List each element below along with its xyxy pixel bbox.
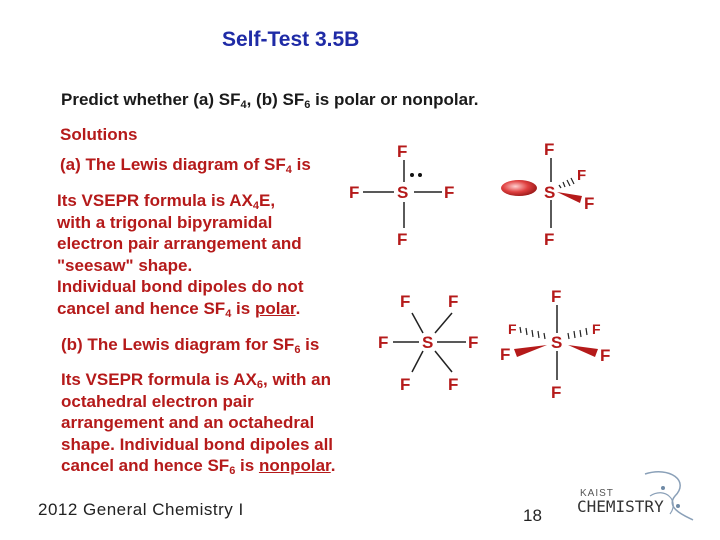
part-a-line-2: with a trigonal bipyramidal	[57, 212, 273, 232]
oct-fluorine-front-left: F	[500, 345, 511, 364]
hash-bond-left	[520, 327, 545, 339]
sf4-fluorine-right: F	[444, 183, 455, 202]
part-b-line-2: octahedral electron pair	[61, 391, 254, 411]
oct-fluorine-top: F	[551, 287, 562, 306]
part-b-intro-sub: 6	[294, 344, 301, 356]
question-sub1: 4	[240, 99, 247, 111]
sf6-fluorine-left: F	[378, 333, 389, 352]
sf4-lewis-diagram	[349, 142, 454, 249]
part-a-l6-pre: cancel and hence SF	[57, 298, 226, 318]
lone-pair-lobe	[501, 180, 537, 196]
part-a-l1-pre: Its VSEPR formula is AX	[57, 191, 253, 210]
part-a-l1-post: E,	[259, 191, 276, 210]
slide-title: Self-Test 3.5B	[222, 28, 360, 51]
sf6-fluorine-bottom-right: F	[448, 375, 459, 394]
oct-sulfur: S	[551, 333, 563, 352]
part-b-intro-pre: (b) The Lewis diagram for SF	[61, 335, 295, 354]
kaist-chemistry-logo	[575, 466, 695, 526]
part-b-l1-sub: 6	[256, 379, 263, 391]
part-b-l5-pre: cancel and hence SF	[61, 456, 230, 475]
nonpolar-keyword: nonpolar	[258, 456, 331, 475]
wedge-bond	[557, 192, 582, 203]
hash-bond	[559, 178, 574, 188]
wedge-bond-right	[568, 345, 598, 357]
lone-pair-dot	[418, 173, 422, 177]
wedge-bond-left	[514, 345, 547, 357]
part-a-line-4: "seesaw" shape.	[57, 255, 193, 275]
oct-fluorine-bottom: F	[551, 383, 562, 402]
part-b-l5-sub: 6	[229, 465, 236, 477]
seesaw-fluorine-bottom: F	[544, 230, 555, 249]
seesaw-fluorine-back: F	[577, 167, 587, 184]
sf6-fluorine-right: F	[468, 333, 479, 352]
page-number: 18	[523, 506, 542, 525]
solutions-heading: Solutions	[60, 125, 138, 144]
question-pre: Predict whether (a) SF	[61, 90, 241, 109]
part-a-intro-sub: 4	[285, 164, 292, 176]
sf4-fluorine-left: F	[349, 183, 360, 202]
polar-keyword: polar	[254, 298, 296, 318]
part-a-intro-pre: (a) The Lewis diagram of SF	[60, 155, 286, 174]
oct-fluorine-back-left: F	[508, 321, 517, 337]
lone-pair-dot	[410, 173, 414, 177]
hash-bond-right	[568, 328, 587, 339]
question-sub2: 6	[304, 99, 311, 111]
logo-main-text: CHEMISTRY	[577, 497, 664, 516]
sf4-seesaw-3d	[501, 140, 594, 249]
seesaw-fluorine-front: F	[584, 194, 595, 213]
sf6-lewis-diagram	[378, 292, 478, 394]
sf6-fluorine-top-left: F	[400, 292, 411, 311]
oct-fluorine-back-right: F	[592, 321, 601, 337]
part-a-intro-post: is	[291, 155, 311, 174]
sf6-sulfur: S	[422, 333, 434, 352]
oct-fluorine-front-right: F	[600, 346, 611, 365]
sf4-sulfur: S	[397, 183, 409, 202]
sf4-fluorine-top: F	[397, 142, 408, 161]
part-b-line-3: arrangement and an octahedral	[61, 413, 315, 432]
sf6-fluorine-top-right: F	[448, 292, 459, 311]
seesaw-sulfur: S	[544, 183, 556, 202]
question-post: is polar or nonpolar.	[310, 90, 479, 109]
part-a-l6-sub: 4	[225, 307, 232, 320]
part-b-l5-post: .	[330, 456, 336, 475]
part-a-l6-mid: is	[231, 298, 255, 318]
logo-top-text: KAIST	[580, 488, 614, 499]
part-b-l1-pre: Its VSEPR formula is AX	[61, 370, 257, 389]
part-b-l1-post: , with an	[263, 370, 331, 389]
part-a-line-5: Individual bond dipoles do not	[57, 277, 304, 296]
part-b-intro-post: is	[300, 335, 320, 354]
part-a-l1-sub: 4	[252, 200, 259, 212]
seesaw-fluorine-top: F	[544, 140, 555, 159]
part-b-l5-mid: is	[235, 456, 259, 475]
part-b-line-4: shape. Individual bond dipoles all	[61, 434, 334, 454]
sf6-fluorine-bottom-left: F	[400, 375, 411, 394]
part-a-line-3: electron pair arrangement and	[57, 234, 302, 253]
question-mid: , (b) SF	[246, 90, 305, 109]
sf4-fluorine-bottom: F	[397, 230, 408, 249]
part-a-l6-post: .	[295, 298, 301, 318]
footer-course: 2012 General Chemistry I	[38, 500, 244, 519]
sf6-octahedral-3d	[500, 287, 610, 402]
